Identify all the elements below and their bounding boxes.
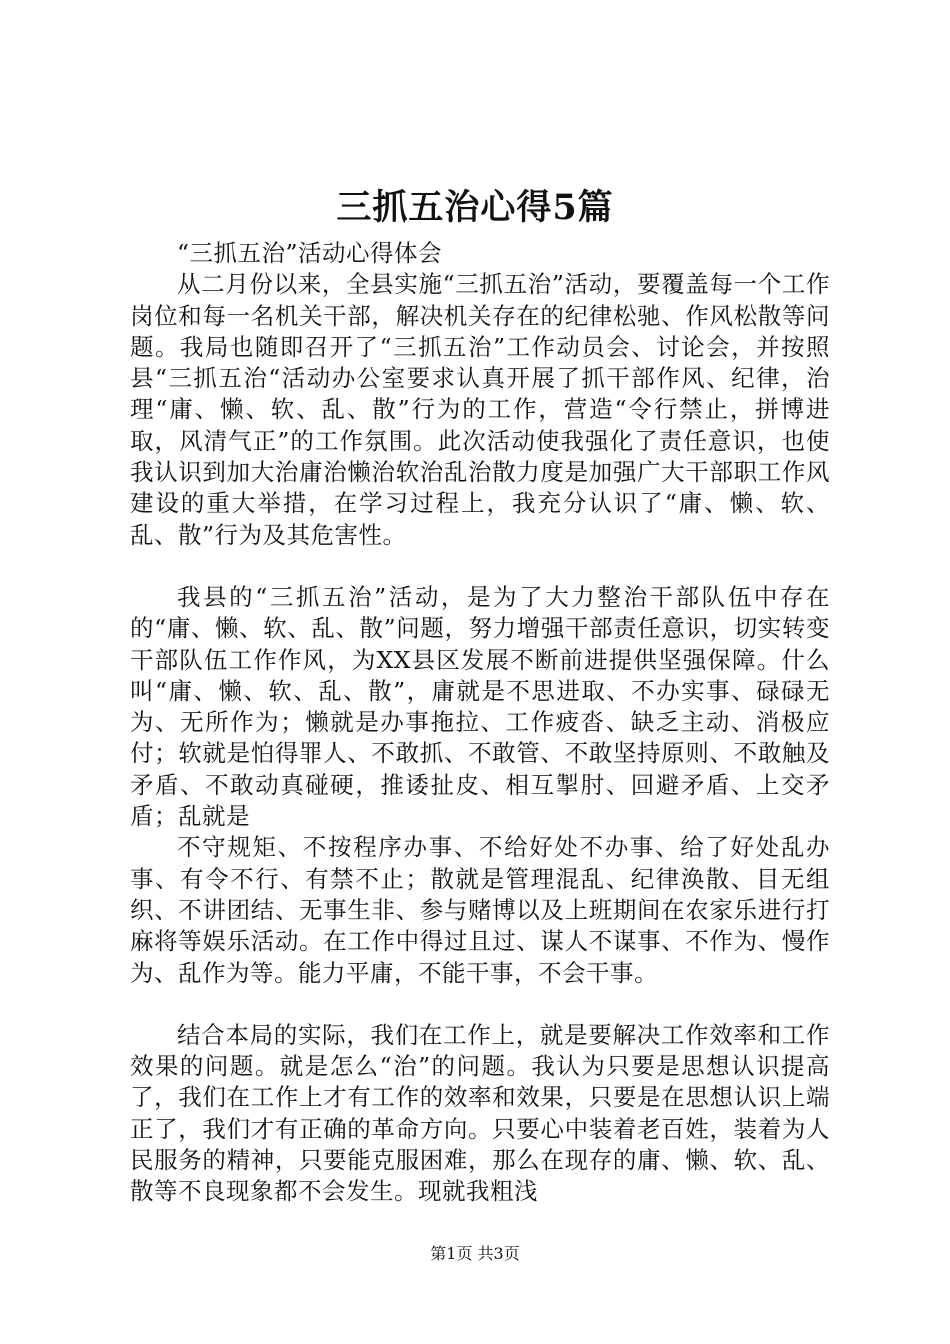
page-footer: 第1页 共3页 <box>430 1244 520 1263</box>
paragraph-3: 不守规矩、不按程序办事、不给好处不办事、给了好处乱办事、有令不行、有禁不止；散就是管理混乱、纪律涣散、目无组织、不讲团结、无事生非、参与赌博以及上班期间在农家乐进行打麻将等娱乐活动。在工作中得过且过、谋人不谋事、不作为、慢作为、乱作为等。能力平庸，不能干事，不会干事。 <box>130 833 830 987</box>
document-subtitle: “三抓五治”活动心得体会 <box>177 239 443 267</box>
paragraph-1: 从二月份以来，全县实施“三抓五治”活动，要覆盖每一个工作岗位和每一名机关干部，解决机关存在的纪律松驰、作风松散等问题。我局也随即召开了“三抓五治”工作动员会、讨论会，并按照县“三抓五治“活动办公室要求认真开展了抓干部作风、纪律，治理“庸、懒、软、乱、散”行为的工作，营造“令行禁止，拼博进取，风清气正”的工作氛围。此次活动使我强化了责任意识，也使我认识到加大治庸治懒治软治乱治散力度是加强广大干部职工作风建设的重大举措，在学习过程上，我充分认识了“庸、懒、软、乱、散”行为及其危害性。 <box>130 270 830 549</box>
paragraph-4: 结合本局的实际，我们在工作上，就是要解决工作效率和工作效果的问题。就是怎么“治”的问题。我认为只要是思想认识提高了，我们在工作上才有工作的效率和效果，只要是在思想认识上端正了，我们才有正确的革命方向。只要心中装着老百姓，装着为人民服务的精神，只要能克服困难，那么在现存的庸、懒、软、乱、散等不良现象都不会发生。现就我粗浅 <box>130 1020 830 1206</box>
document-body <box>130 238 830 1208</box>
document-title: 三抓五治心得5篇 <box>336 187 614 228</box>
paragraph-2: 我县的“三抓五治”活动，是为了大力整治干部队伍中存在的“庸、懒、软、乱、散”问题，努力增强干部责任意识，切实转变干部队伍工作作风，为XX县区发展不断前进提供坚强保障。什么叫“庸、懒、软、乱、散”，庸就是不思进取、不办实事、碌碌无为、无所作为；懒就是办事拖拉、工作疲沓、缺乏主动、消极应付；软就是怕得罪人、不敢抓、不敢管、不敢坚持原则、不敢触及矛盾、不敢动真碰硬，推诿扯皮、相互掣肘、回避矛盾、上交矛盾；乱就是 <box>130 582 830 831</box>
